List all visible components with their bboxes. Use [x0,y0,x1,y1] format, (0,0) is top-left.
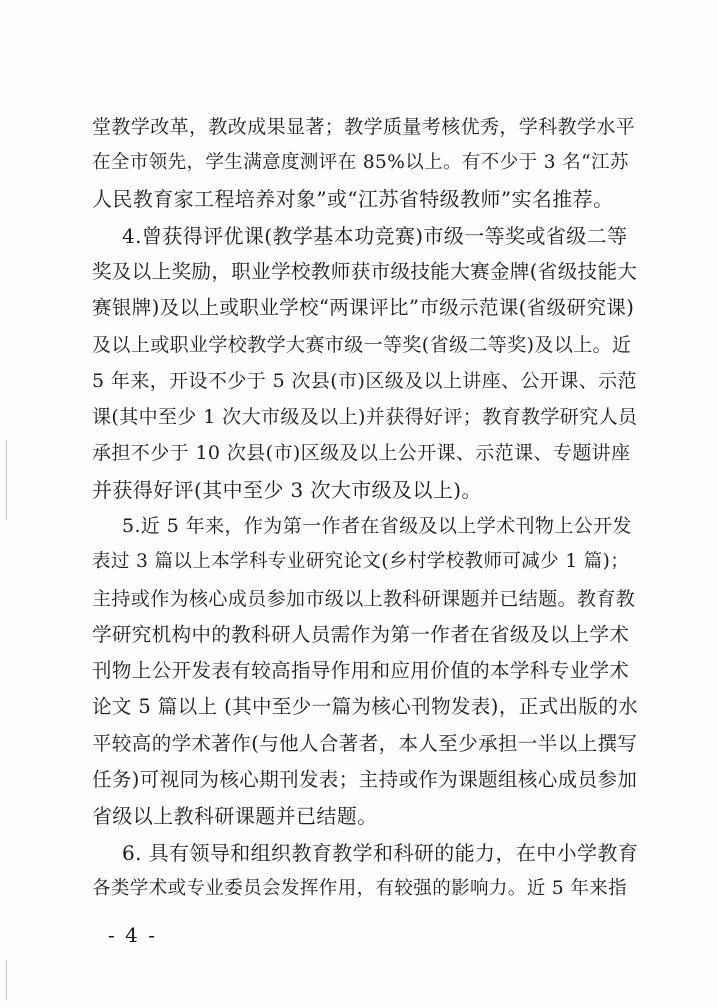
paragraph-6-first-line: 6. 具有领导和组织教育教学和科研的能力，在中小学教育 [122,841,639,865]
text-line: 刊物上公开发表有较高指导作用和应用价值的本学科专业学术 [92,659,630,682]
text-line: 在全市领先，学生满意度测评在 85%以上。有不少于 3 名“江苏 [92,152,629,173]
text-line: 任务)可视同为核心期刊发表；主持或作为课题组核心成员参加 [92,768,638,791]
text-line: 堂教学改革，教改成果显著；教学质量考核优秀，学科教学水平 [92,116,636,138]
text-line: 省级以上教科研课题并已结题。 [92,804,378,828]
scan-edge-mark [6,440,7,520]
paragraph-5-first-line: 5.近 5 年来，作为第一作者在省级及以上学术刊物上公开发 [122,515,632,537]
text-line: 表过 3 篇以上本学科专业研究论文(乡村学校教师可减少 1 篇)； [92,551,630,572]
page-number: - 4 - [108,923,157,947]
text-line: 5 年来，开设不少于 5 次县(市)区级及以上讲座、公开课、示范 [92,370,637,392]
text-line: 平较高的学术著作(与他人合著者，本人至少承担一半以上撰写 [92,732,638,755]
text-line: 论文 5 篇以上 (其中至少一篇为核心刊物发表)，正式出版的水 [92,695,639,718]
text-line: 奖及以上奖励，职业学校教师获市级技能大赛金牌(省级技能大 [92,260,638,283]
text-line: 承担不少于 10 次县(市)区级及以上公开课、示范课、专题讲座 [92,442,631,464]
text-line: 并获得好评(其中至少 3 次大市级及以上)。 [92,478,482,502]
text-line: 主持或作为核心成员参加市级以上教科研课题并已结题。教育教 [92,588,636,610]
paragraph-4-first-line: 4.曾获得评优课(教学基本功竞赛)市级一等奖或省级二等 [122,224,628,248]
text-line: 学研究机构中的教科研人员需作为第一作者在省级及以上学术 [92,623,630,646]
text-line: 各类学术或专业委员会发挥作用，有较强的影响力。近 5 年来指 [92,878,628,899]
text-line: 赛银牌)及以上或职业学校“两课评比”市级示范课(省级研究课) [92,296,635,319]
text-line: 及以上或职业学校教学大赛市级一等奖(省级二等奖)及以上。近 [92,334,632,356]
scan-edge-mark [6,960,7,1000]
text-line: 人民教育家工程培养对象”或“江苏省特级教师”实名推荐。 [92,187,614,211]
text-line: 课(其中至少 1 次大市级及以上)并获得好评；教育教学研究人员 [92,406,638,428]
